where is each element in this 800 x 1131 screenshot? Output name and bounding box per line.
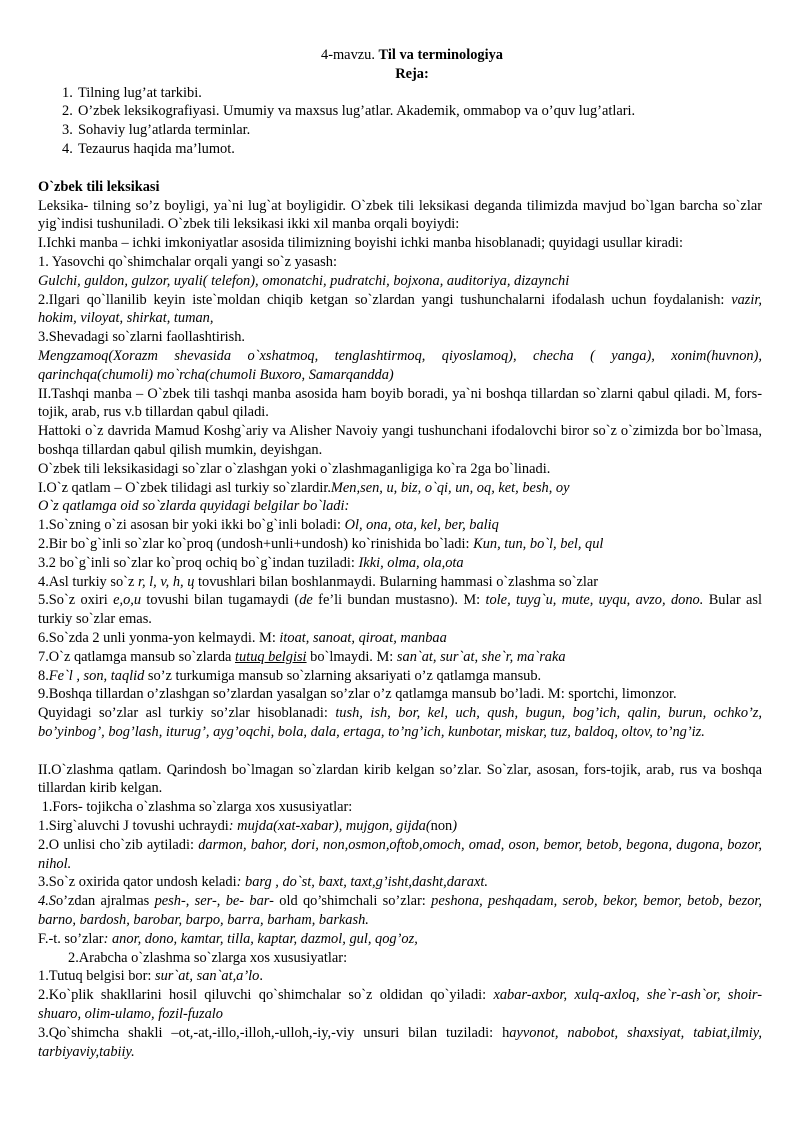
text-run: 2.Ilgari qo`llanilib keyin iste`moldan chiqib ketgan so`zlardan yangi tushunchalarni ifodalash uchun foydalanish: <box>38 291 732 308</box>
paragraph <box>38 347 762 385</box>
text-run: tovushi bilan tugamaydi ( <box>141 592 300 609</box>
examples-text: Ikki, olma, ola,ota <box>358 554 464 571</box>
subheading-text: O`z qatlamga oid so`zlarda quyidagi belgilar bo`ladi: <box>38 498 350 515</box>
examples-text: de <box>299 592 313 609</box>
text-run: tovushlari bilan boshlanmaydi. Bularning hammasi o`zlashma so`zlar <box>194 573 599 590</box>
paragraph: 2.Arabcha o`zlashma so`zlarga xos xususiyatlar: <box>68 949 348 966</box>
paragraph <box>38 554 762 573</box>
text-run: 7.O`z qatlamga mansub so`zlarda <box>38 648 235 665</box>
paragraph: 1.Fors- tojikcha o`zlashma so`zlarga xos xususiyatlar: <box>38 799 353 816</box>
text-run: 2.O unlisi cho`zib aytiladi: <box>38 836 199 853</box>
examples-text: Ol, ona, ota, kel, ber, baliq <box>344 517 499 534</box>
underlined-term: tutuq belgisi <box>235 648 307 665</box>
text-run: so’z turkumiga mansub so`zlarning aksariyati o’z qatlamga mansub. <box>144 667 542 684</box>
text-run: 3.So`z oxirida qator undosh keladi <box>38 874 237 891</box>
plan-item-text: O’zbek leksikografiyasi. Umumiy va maxsus lug’atlar. Akademik, ommabop va o’quv lug’atlari. <box>78 103 636 120</box>
paragraph <box>38 1024 762 1062</box>
examples-text: sur`at, san`at,a’lo <box>155 968 260 985</box>
examples-text: Fe`l , son, taqlid <box>48 667 145 684</box>
paragraph <box>38 497 762 516</box>
paragraph <box>38 479 762 498</box>
paragraph <box>38 591 762 629</box>
plan-item-text: Sohaviy lug’atlarda terminlar. <box>78 122 251 139</box>
text-run: 6.So`zda 2 unli yonma-yon kelmaydi. M: <box>38 629 280 646</box>
examples-text: 4.S <box>38 893 56 910</box>
paragraph <box>38 648 762 667</box>
examples-text: peshona, peshqadam, serob, bekor, bemor, betob, bezor, barno, bardosh, barobar, barpo, barra, barham, barkash. <box>38 893 763 929</box>
text-run: . <box>259 968 263 985</box>
topic-prefix: 4-mavzu. <box>321 47 379 63</box>
text-run: 3.Qo`shimcha shakli –ot,-at,-illo,-illoh,-ulloh,-iy,-viy unsuri bilan tuziladi: h <box>38 1024 510 1041</box>
text-run: 8. <box>38 667 49 684</box>
paragraph <box>38 930 762 949</box>
text-run: 1.Tutuq belgisi bor: <box>38 968 156 985</box>
examples-text: Gulchi, guldon, gulzor, uyali( telefon), omonatchi, pudratchi, bojxona, auditoriya, dizaynchi <box>38 272 570 289</box>
section-heading: O`zbek tili leksikasi <box>38 178 160 195</box>
examples-text: ayvonot, nabobot, shaxsiyat, tabiat,ilmiy, tarbiyaviy,tabiiy. <box>38 1024 762 1060</box>
examples-text: vazir, hokim, viloyat, shirkat, tuman, <box>38 291 762 327</box>
text-run: non <box>430 818 453 835</box>
plan-item-text: Tilning lug’at tarkibi. <box>78 84 202 101</box>
text-run: 2.Ko`plik shakllarini hosil qiluvchi qo`shimchalar so`z oldidan qo`yiladi: <box>38 987 494 1004</box>
examples-text: Men,sen, u, biz, o`qi, un, oq, ket, besh, oy <box>330 479 570 496</box>
paragraph <box>38 836 762 874</box>
paragraph <box>38 873 762 892</box>
plan-item <box>62 84 762 103</box>
text-run: 2.Bir bo`g`inli so`zlar ko`proq (undosh+unli+undosh) ko`rinishida bo`ladi: <box>38 535 474 552</box>
paragraph: II.Tashqi manba – O`zbek tili tashqi manba asosida ham boyib boradi, ya`ni boshqa tillardan so`zlarni qabul qiladi. M, fors-tojik, arab, rus v.b tillardan qabul qiladi. <box>38 385 762 421</box>
text-run: Quyidagi so’zlar asl turkiy so’zlar hisoblanadi: <box>38 705 336 722</box>
examples-text: : barg , do`st, baxt, taxt,g’isht,dasht,daraxt. <box>236 874 488 891</box>
text-run: bo`lmaydi. M: <box>306 648 397 665</box>
topic-title: Til va terminologiya <box>378 47 503 63</box>
examples-text: e,o,u <box>113 592 142 609</box>
text-run: o’zdan ajralmas <box>56 893 155 910</box>
paragraph <box>38 667 762 686</box>
paragraph: 1. Yasovchi qo`shimchalar orqali yangi so`z yasash: <box>38 253 337 270</box>
plan-list <box>38 84 762 159</box>
paragraph <box>38 516 762 535</box>
plan-item-number: 3. <box>62 122 73 139</box>
plan-item <box>62 121 762 140</box>
spacer <box>38 159 762 178</box>
plan-item <box>62 102 762 121</box>
examples-text: san`at, sur`at, she`r, ma`raka <box>396 648 566 665</box>
examples-text: xabar-axbor, xulq-axloq, she`r-ash`or, shoir-shuaro, olim-ulamo, fozil-fuzalo <box>38 987 762 1023</box>
plan-item-number: 1. <box>62 84 73 101</box>
text-run: 4.Asl turkiy so`z <box>38 573 138 590</box>
text-run: 5.So`z oxiri <box>38 592 114 609</box>
paragraph: O`zbek tili leksikasidagi so`zlar o`zlashgan yoki o`zlashmaganligiga ko`ra 2ga bo`linadi. <box>38 460 551 477</box>
plan-item <box>62 140 762 159</box>
examples-text: tole, tuyg`u, mute, uyqu, avzo, dono. <box>485 592 704 609</box>
paragraph <box>38 986 762 1024</box>
paragraph <box>38 967 762 986</box>
examples-text: itoat, sanoat, qiroat, manbaa <box>279 629 447 646</box>
examples-text: Mengzamoq(Xorazm shevasida o`xshatmoq, tenglashtirmoq, qiyoslamoq), checha ( yanga), xonim(huvnon), qarinchqa(chumoli) mo`rcha(chumoli Buxoro, Samarqandda) <box>38 347 762 383</box>
text-run: 1.So`zning o`zi asosan bir yoki ikki bo`g`inli boladi: <box>38 517 345 534</box>
text-run: 1.Sirg`aluvchi J tovushi uchraydi <box>38 818 229 835</box>
paragraph: 9.Boshqa tillardan o’zlashgan so’zlardan yasalgan so’zlar o’z qatlamga mansub bo’ladi. M: sportchi, limonzor. <box>38 686 677 703</box>
text-run: I.O`z qatlam – O`zbek tilidagi asl turkiy so`zlardir. <box>38 479 331 496</box>
examples-text: tush, ish, bor, kel, uch, qush, bugun, bog’ich, qalin, burun, ochko’z, bo’yinbog’, bog’lash, iturug’, ayg’oqchi, bola, dala, ertaga, to’ng’ich, kunbotar, miskar, tuz, baldoq, oltov, to’ng’iz. <box>38 705 763 740</box>
paragraph: Hattoki o`z davrida Mamud Koshg`ariy va Alisher Navoiy yangi tushunchani ifodalovchi biror so`z o`zimizda bor bo`lmasa, boshqa tillardan qabul qilish mumkin, deyishgan. <box>38 423 762 458</box>
text-run: F.-t. so’zlar <box>38 930 104 947</box>
examples-text: : anor, dono, kamtar, tilla, kaptar, dazmol, gul, qog’oz, <box>103 930 418 947</box>
paragraph <box>38 704 762 742</box>
examples-text: Kun, tun, bo`l, bel, qul <box>473 535 604 552</box>
text-run: 3.2 bo`g`inli so`zlar ko`proq ochiq bo`g`indan tuziladi: <box>38 554 359 571</box>
examples-text: darmon, bahor, dori, non,osmon,oftob,omoch, omad, oson, bemor, betob, begona, dugona, bozor, nihol. <box>38 836 762 872</box>
paragraph <box>38 892 762 930</box>
text-run: fe’li bundan mustasno). M: <box>312 592 486 609</box>
paragraph <box>38 629 762 648</box>
plan-item-text: Tezaurus haqida ma’lumot. <box>78 140 235 157</box>
text-run: Bular asl turkiy so`zlar emas. <box>38 592 763 628</box>
plan-item-number: 4. <box>62 140 73 157</box>
paragraph <box>38 535 762 554</box>
paragraph <box>38 272 762 291</box>
paragraph: I.Ichki manba – ichki imkoniyatlar asosida tilimizning boyishi ichki manba hisoblanadi; quyidagi usullar kiradi: <box>38 235 684 252</box>
paragraph: II.O`zlashma qatlam. Qarindosh bo`lmagan so`zlardan kirib kelgan so’zlar. So`zlar, asosan, fors-tojik, arab, rus va boshqa tillardan kirib kelgan. <box>38 761 762 797</box>
plan-title: Reja: <box>395 65 429 82</box>
paragraph <box>38 573 762 592</box>
paragraph: Leksika- tilning so’z boyligi, ya`ni lug`at boyligidir. O`zbek tili leksikasi deganda tilimizda mavjud bo`lgan barcha so`zlar yig`indisi tushuniladi. O`zbek tili leksikasi ikki xil manba orqali boyiydi: <box>38 197 762 233</box>
examples-text: : mujda(xat-xabar), mujgon, gijda( <box>228 818 431 835</box>
paragraph: 3.Shevadagi so`zlarni faollashtirish. <box>38 329 246 346</box>
page-title <box>62 46 762 65</box>
text-run: old qo’shimchali so’zlar: <box>273 893 432 910</box>
spacer <box>38 742 762 761</box>
examples-text: pesh-, ser-, be- bar- <box>154 893 274 910</box>
paragraph <box>38 291 762 329</box>
examples-text: ) <box>452 818 458 835</box>
paragraph <box>38 817 762 836</box>
examples-text: r, l, v, h, ц <box>137 573 195 590</box>
plan-item-number: 2. <box>62 103 73 120</box>
